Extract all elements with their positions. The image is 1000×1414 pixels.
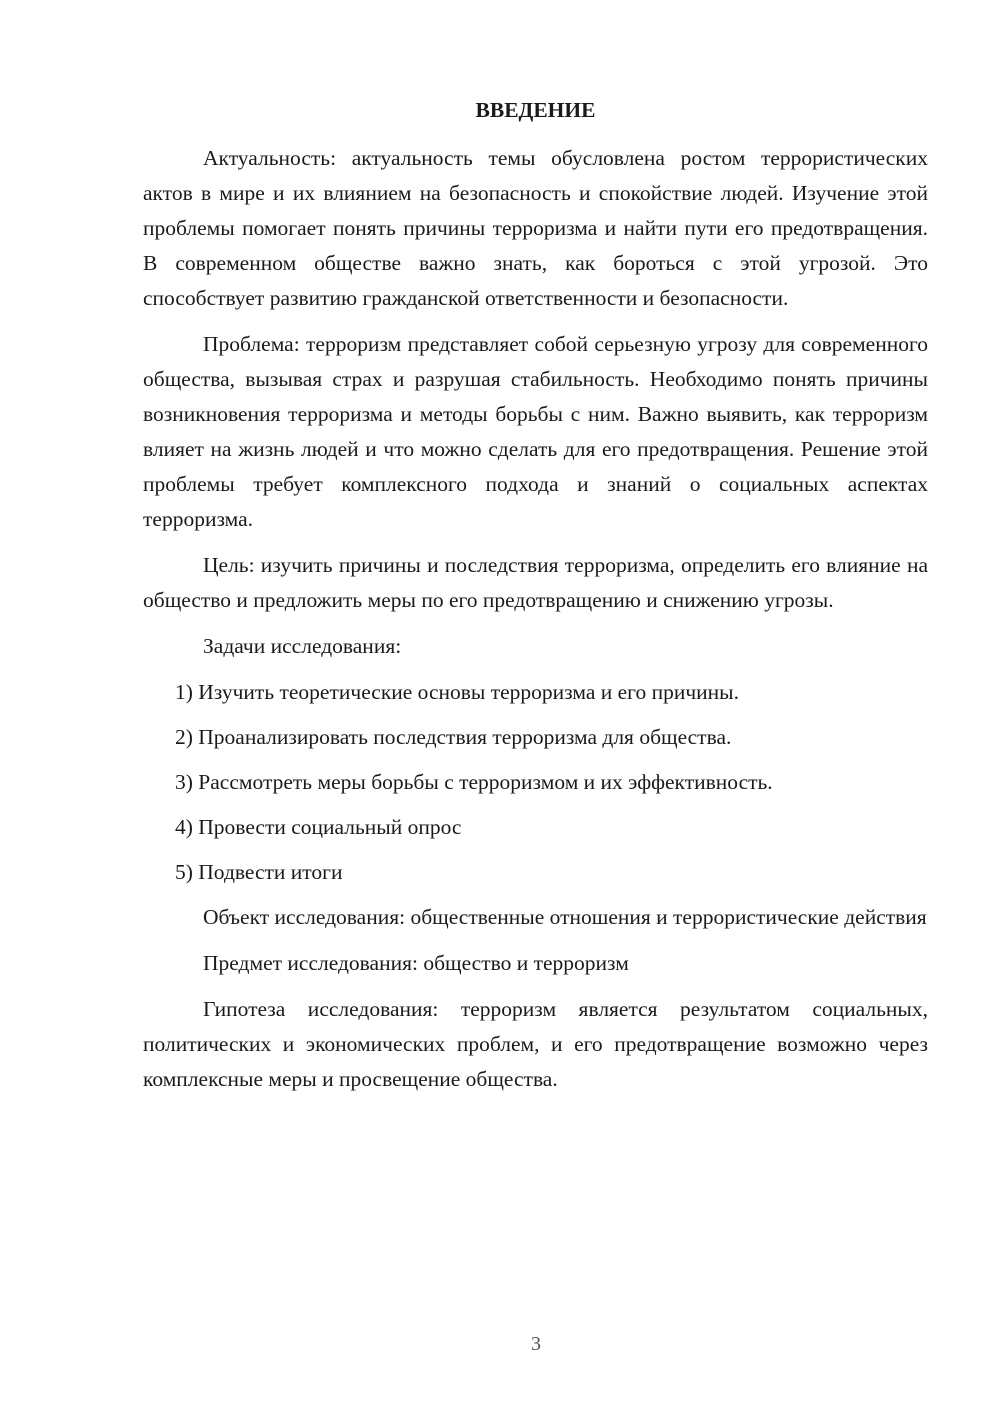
problem-paragraph: Проблема: терроризм представляет собой серьезную угрозу для современного общества, вызывая страх и разрушая стабильность. Необходимо понять причины возникновения терроризма и методы борьбы с ним. Важно выявить, как терроризм влияет на жизнь людей и что можно сделать для его предотвращения. Решение этой проблемы требует комплексного подхода и знаний о социальных аспектах терроризма. xyxy=(143,332,928,531)
subject-paragraph: Предмет исследования: общество и терроризм xyxy=(203,951,629,975)
tasks-heading: Задачи исследования: xyxy=(203,634,402,658)
page-number: 3 xyxy=(531,1333,541,1355)
task-item-2: 2) Проанализировать последствия терроризма для общества. xyxy=(175,725,732,749)
object-paragraph: Объект исследования: общественные отношения и террористические действия xyxy=(203,905,927,929)
task-item-3: 3) Рассмотреть меры борьбы с терроризмом и их эффективность. xyxy=(175,770,773,794)
section-heading: ВВЕДЕНИЕ xyxy=(475,98,596,122)
hypothesis-paragraph: Гипотеза исследования: терроризм является результатом социальных, политических и экономических проблем, и его предотвращение возможно через комплексные меры и просвещение общества. xyxy=(143,997,928,1091)
document-page xyxy=(143,90,928,1108)
task-item-5: 5) Подвести итоги xyxy=(175,860,343,884)
task-item-4: 4) Провести социальный опрос xyxy=(175,815,462,839)
task-item-1: 1) Изучить теоретические основы терроризма и его причины. xyxy=(175,680,739,704)
tasks-list xyxy=(143,675,928,890)
relevance-paragraph: Актуальность: актуальность темы обусловлена ростом террористических актов в мире и их влиянием на безопасность и спокойствие людей. Изучение этой проблемы помогает понять причины терроризма и найти пути его предотвращения. В современном обществе важно знать, как бороться с этой угрозой. Это способствует развитию гражданской ответственности и безопасности. xyxy=(143,146,928,310)
goal-paragraph: Цель: изучить причины и последствия терроризма, определить его влияние на общество и предложить меры по его предотвращению и снижению угрозы. xyxy=(143,553,928,612)
